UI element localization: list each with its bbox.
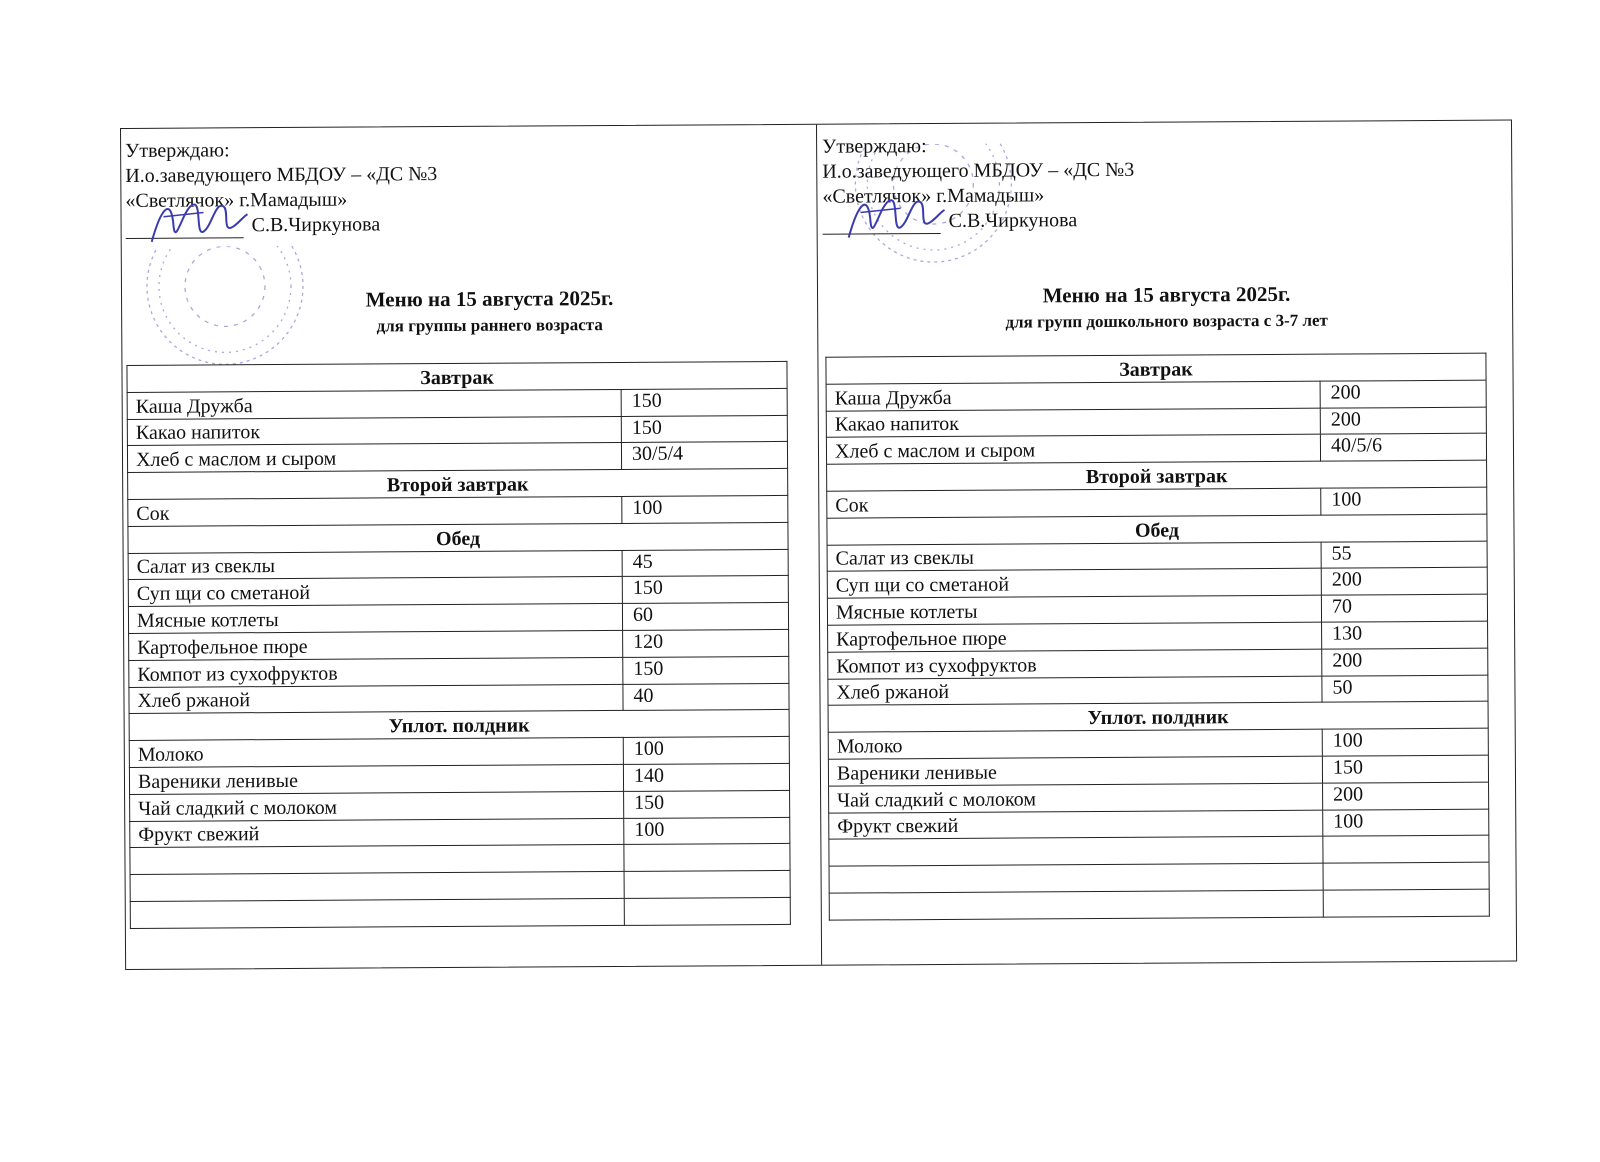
portion-weight: 55 xyxy=(1321,541,1487,569)
portion-weight: 200 xyxy=(1323,782,1489,810)
portion-weight: 70 xyxy=(1321,594,1487,622)
portion-weight: 200 xyxy=(1322,648,1488,676)
table-row xyxy=(128,576,788,607)
section-heading: Завтрак xyxy=(826,353,1486,384)
signature-icon xyxy=(840,182,950,253)
portion-weight: 40 xyxy=(623,683,789,711)
dish-name: Сок xyxy=(128,496,622,526)
empty-row xyxy=(130,844,790,875)
portion-weight: 50 xyxy=(1322,675,1488,703)
dish-name: Каша Дружба xyxy=(826,381,1320,411)
approval-line-1: Утверждаю: xyxy=(822,135,927,158)
dish-name: Мясные котлеты xyxy=(128,604,622,634)
section-heading: Уплот. полдник xyxy=(828,702,1488,733)
portion-weight: 120 xyxy=(623,629,789,657)
approval-line-2: И.о.заведующего МБДОУ – «ДС №3 xyxy=(822,158,1135,183)
dish-name: Хлеб с маслом и сыром xyxy=(127,443,621,473)
menu-table xyxy=(825,353,1489,921)
table-row xyxy=(827,541,1487,572)
dish-name: Чай сладкий с молоком xyxy=(829,783,1323,813)
dish-name: Компот из сухофруктов xyxy=(828,649,1322,679)
table-row xyxy=(130,790,790,821)
table-row xyxy=(828,648,1488,679)
dish-name: Хлеб ржаной xyxy=(828,676,1322,706)
empty-cell xyxy=(829,837,1323,867)
portion-weight: 40/5/6 xyxy=(1320,434,1486,462)
empty-row xyxy=(829,889,1489,920)
dish-name: Вареники ленивые xyxy=(129,764,623,794)
menu-heading xyxy=(819,280,1514,333)
portion-weight: 150 xyxy=(621,388,787,416)
table-row xyxy=(130,817,790,848)
table-row xyxy=(129,737,789,768)
dish-name: Вареники ленивые xyxy=(828,756,1322,786)
empty-cell xyxy=(130,845,624,875)
empty-cell xyxy=(130,898,624,928)
section-heading: Второй завтрак xyxy=(827,460,1487,491)
dish-name: Сок xyxy=(827,488,1321,518)
section-heading: Второй завтрак xyxy=(128,469,788,500)
dish-name: Какао напиток xyxy=(127,416,621,446)
section-row xyxy=(826,353,1486,384)
table-row xyxy=(828,621,1488,652)
dish-name: Мясные котлеты xyxy=(827,595,1321,625)
menu-heading xyxy=(122,285,837,338)
menu-table xyxy=(126,361,790,929)
portion-weight: 100 xyxy=(624,817,790,845)
empty-cell xyxy=(624,844,790,872)
menu-panel-preschool xyxy=(818,120,1518,964)
empty-cell xyxy=(829,890,1323,920)
table-row xyxy=(827,594,1487,625)
section-heading: Обед xyxy=(128,522,788,553)
menu-title: Меню на 15 августа 2025г. xyxy=(365,285,614,312)
portion-weight: 140 xyxy=(623,763,789,791)
approval-line-2: И.о.заведующего МБДОУ – «ДС №3 xyxy=(125,163,438,187)
empty-cell xyxy=(829,863,1323,893)
portion-weight: 130 xyxy=(1322,621,1488,649)
menu-panel-early-age xyxy=(121,125,821,969)
dish-name: Компот из сухофруктов xyxy=(129,657,623,687)
table-row xyxy=(827,568,1487,599)
empty-cell xyxy=(130,872,624,902)
dish-name: Хлеб с маслом и сыром xyxy=(826,435,1320,465)
portion-weight: 200 xyxy=(1320,407,1486,435)
dish-name: Салат из свеклы xyxy=(128,550,622,580)
empty-cell xyxy=(1323,889,1489,917)
section-heading: Завтрак xyxy=(127,361,787,392)
menu-title: Меню на 15 августа 2025г. xyxy=(1042,281,1291,308)
portion-weight: 200 xyxy=(1320,380,1486,408)
table-row xyxy=(128,549,788,580)
section-row xyxy=(128,469,788,500)
empty-row xyxy=(130,871,790,902)
empty-cell xyxy=(624,897,790,925)
portion-weight: 150 xyxy=(624,790,790,818)
portion-weight: 150 xyxy=(623,656,789,684)
table-row xyxy=(826,434,1486,465)
dish-name: Фрукт свежий xyxy=(130,818,624,848)
dish-name: Хлеб ржаной xyxy=(129,684,623,714)
dish-name: Какао напиток xyxy=(826,408,1320,438)
table-row xyxy=(826,407,1486,438)
menu-subtitle: для группы раннего возраста xyxy=(376,315,603,336)
table-row xyxy=(129,763,789,794)
table-row xyxy=(127,388,787,419)
table-row xyxy=(128,495,788,526)
empty-row xyxy=(130,897,790,928)
table-row xyxy=(828,728,1488,759)
portion-weight: 100 xyxy=(622,495,788,523)
empty-row xyxy=(829,835,1489,866)
approver-name: С.В.Чиркунова xyxy=(948,209,1078,232)
section-heading: Обед xyxy=(827,514,1487,545)
portion-weight: 30/5/4 xyxy=(621,442,787,470)
dish-name: Чай сладкий с молоком xyxy=(130,791,624,821)
approval-line-1: Утверждаю: xyxy=(125,139,230,162)
approval-line-3: «Светлячок» г.Мамадыш» xyxy=(822,184,1045,208)
dish-name: Молоко xyxy=(129,738,623,768)
dish-name: Картофельное пюре xyxy=(129,630,623,660)
dish-name: Молоко xyxy=(828,729,1322,759)
table-row xyxy=(127,442,787,473)
portion-weight: 150 xyxy=(621,415,787,443)
dish-name: Суп щи со сметаной xyxy=(827,569,1321,599)
approver-name: С.В.Чиркунова xyxy=(251,213,381,237)
section-row xyxy=(828,702,1488,733)
section-row xyxy=(128,522,788,553)
signature-icon xyxy=(143,186,253,257)
section-heading: Уплот. полдник xyxy=(129,710,789,741)
dish-name: Каша Дружба xyxy=(127,389,621,419)
menu-subtitle: для групп дошкольного возраста с 3-7 лет xyxy=(1005,310,1328,332)
table-row xyxy=(129,629,789,660)
table-row xyxy=(128,603,788,634)
table-row xyxy=(127,415,787,446)
empty-cell xyxy=(1323,835,1489,863)
empty-row xyxy=(829,862,1489,893)
table-row xyxy=(827,487,1487,518)
dish-name: Фрукт свежий xyxy=(829,810,1323,840)
document-sheet xyxy=(120,119,1517,969)
portion-weight: 45 xyxy=(622,549,788,577)
portion-weight: 100 xyxy=(623,737,789,765)
portion-weight: 150 xyxy=(1322,755,1488,783)
dish-name: Картофельное пюре xyxy=(828,622,1322,652)
section-row xyxy=(129,710,789,741)
empty-cell xyxy=(1323,862,1489,890)
table-row xyxy=(826,380,1486,411)
dish-name: Салат из свеклы xyxy=(827,542,1321,572)
portion-weight: 100 xyxy=(1321,487,1487,515)
section-row xyxy=(827,514,1487,545)
section-row xyxy=(827,460,1487,491)
table-row xyxy=(829,809,1489,840)
table-row xyxy=(129,656,789,687)
table-row xyxy=(828,755,1488,786)
portion-weight: 200 xyxy=(1321,568,1487,596)
section-row xyxy=(127,361,787,392)
portion-weight: 60 xyxy=(622,603,788,631)
portion-weight: 100 xyxy=(1322,728,1488,756)
table-row xyxy=(829,782,1489,813)
empty-cell xyxy=(624,871,790,899)
dish-name: Суп щи со сметаной xyxy=(128,577,622,607)
table-row xyxy=(129,683,789,714)
portion-weight: 150 xyxy=(622,576,788,604)
table-row xyxy=(828,675,1488,706)
approval-line-3: «Светлячок» г.Мамадыш» xyxy=(125,188,348,212)
portion-weight: 100 xyxy=(1323,809,1489,837)
